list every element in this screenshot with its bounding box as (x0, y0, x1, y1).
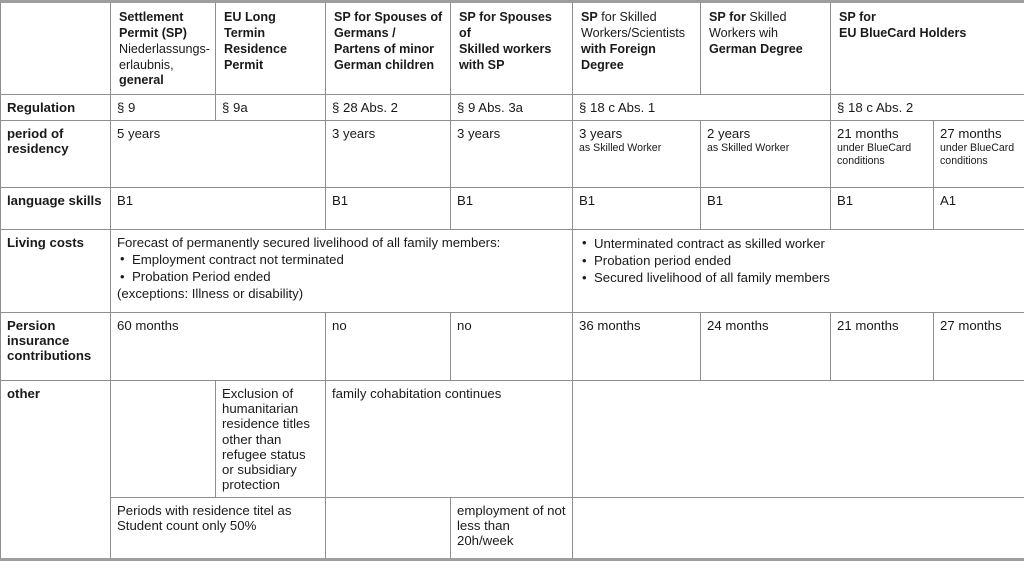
header-line: Settlement (119, 10, 184, 24)
header-line: EU BlueCard Holders (839, 25, 967, 40)
living-costs-lead: Forecast of permanently secured livelihood of all family members: (117, 234, 501, 250)
cell-other-upper-settlement (111, 380, 216, 497)
cell-period-bluecard-21 (831, 120, 934, 187)
cell-period-bluecard-27 (934, 120, 1024, 187)
header-line: SP (581, 10, 598, 24)
cell-regulation-settlement: § 9 (111, 95, 216, 120)
header-line: Workers/Scientists (581, 25, 686, 40)
row-label-line2: insurance (7, 332, 70, 348)
cell-living-costs-right (573, 229, 1024, 312)
cell-sub: under BlueCard conditions (940, 141, 1015, 167)
cell-pension-settlement: 60 months (111, 312, 326, 380)
cell-pension-foreign-degree: 36 months (573, 312, 701, 380)
cell-period-settlement (111, 120, 326, 187)
header-line: with SP (459, 57, 505, 72)
list-item: • Secured livelihood of all family members (579, 269, 1018, 286)
table-row-living-costs (1, 229, 1024, 312)
cell-language-bluecard-a1: A1 (934, 187, 1024, 229)
row-label-period-of-residency (1, 120, 111, 187)
table-header-row (1, 2, 1024, 95)
table-row-other-lower (1, 497, 1024, 559)
living-costs-left-bullets (117, 251, 566, 286)
header-col-sp-foreign-degree (573, 2, 701, 95)
header-col-settlement-permit (111, 2, 216, 95)
cell-main: 2 years (707, 125, 751, 141)
living-costs-right-bullets (579, 235, 1018, 287)
header-line: Permit (SP) (119, 25, 187, 40)
header-line: Residence (224, 41, 287, 56)
header-col-sp-spouses-germans (326, 2, 451, 95)
living-costs-tail: (exceptions: Illness or disability) (117, 285, 304, 301)
cell-other-lower-student-periods: Periods with residence titel as Student count only 50% (111, 497, 326, 559)
cell-language-bluecard-b1: B1 (831, 187, 934, 229)
header-line: Workers wih (709, 25, 779, 40)
header-line: Permit (224, 57, 264, 72)
cell-other-upper-empty-right (573, 380, 1024, 497)
header-line: SP for (709, 10, 746, 24)
cell-regulation-eu-long-term: § 9a (216, 95, 326, 120)
row-label-line1: period of (7, 125, 64, 141)
header-line: SP for Spouses of (459, 10, 552, 40)
row-label-line3: contributions (7, 348, 92, 364)
header-line: with Foreign (581, 41, 656, 56)
cell-pension-bluecard-27: 27 months (934, 312, 1024, 380)
header-line: German children (334, 57, 435, 72)
cell-main: 3 years (332, 125, 376, 141)
list-item: • Probation period ended (579, 252, 1018, 269)
row-label-pension-insurance (1, 312, 111, 380)
cell-language-spouses-germans: B1 (326, 187, 451, 229)
list-item: • Unterminated contract as skilled worker (579, 235, 1018, 252)
cell-other-lower-empty-right (573, 497, 1024, 559)
table-row-pension-insurance (1, 312, 1024, 380)
header-line: Germans / (334, 25, 396, 40)
row-label-line1: Persion (7, 317, 56, 333)
table-row-language-skills (1, 187, 1024, 229)
row-label-regulation: Regulation (1, 95, 111, 120)
row-label-other: other (1, 380, 111, 559)
cell-pension-bluecard-21: 21 months (831, 312, 934, 380)
cell-regulation-18c-abs2: § 18 c Abs. 2 (831, 95, 1024, 120)
cell-pension-spouses-germans: no (326, 312, 451, 380)
table-row-regulation (1, 95, 1024, 120)
table-row-period-of-residency (1, 120, 1024, 187)
header-stub-blank (1, 2, 111, 95)
header-line: German Degree (709, 41, 803, 56)
row-label-line2: residency (7, 140, 69, 156)
header-line-rest: for Skilled (597, 10, 657, 24)
cell-language-settlement: B1 (111, 187, 326, 229)
cell-period-foreign-degree (573, 120, 701, 187)
row-label-living-costs: Living costs (1, 229, 111, 312)
cell-language-german-degree: B1 (701, 187, 831, 229)
header-col-sp-german-degree (701, 2, 831, 95)
cell-language-spouses-skilled: B1 (451, 187, 573, 229)
header-line-rest: Skilled (745, 10, 787, 24)
cell-period-spouses-skilled (451, 120, 573, 187)
cell-other-lower-employment-hours: employment of not less than 20h/week (451, 497, 573, 559)
header-line: Skilled workers (459, 41, 552, 56)
cell-regulation-spouses-skilled: § 9 Abs. 3a (451, 95, 573, 120)
cell-other-upper-eu-long-term: Exclusion of humanitarian residence titles other than refugee status or subsidiary protection (216, 380, 326, 497)
list-item: • Employment contract not terminated (117, 251, 566, 268)
cell-language-foreign-degree: B1 (573, 187, 701, 229)
header-line: Partens of minor (334, 41, 435, 56)
header-line: EU Long Termin (224, 10, 276, 40)
cell-other-lower-spouses-germans (326, 497, 451, 559)
cell-regulation-18c-abs1: § 18 c Abs. 1 (573, 95, 831, 120)
cell-main: 27 months (940, 125, 1002, 141)
list-item: • Probation Period ended (117, 268, 566, 285)
cell-main: 3 years (579, 125, 623, 141)
cell-pension-spouses-skilled: no (451, 312, 573, 380)
row-label-language-skills: language skills (1, 187, 111, 229)
header-line: Niederlassungs- (119, 41, 210, 56)
cell-main: 21 months (837, 125, 899, 141)
cell-main: 3 years (457, 125, 501, 141)
header-line: general (119, 73, 164, 88)
header-line: SP for Spouses of (334, 10, 443, 24)
cell-sub: under BlueCard conditions (837, 141, 912, 167)
cell-regulation-spouses-germans: § 28 Abs. 2 (326, 95, 451, 120)
header-line: SP for (839, 10, 876, 24)
cell-period-german-degree (701, 120, 831, 187)
table-row-other-upper (1, 380, 1024, 497)
cell-other-upper-family-cohabitation: family cohabitation continues (326, 380, 573, 497)
cell-pension-german-degree: 24 months (701, 312, 831, 380)
header-line: Degree (581, 57, 624, 72)
cell-period-spouses-germans (326, 120, 451, 187)
cell-main: 5 years (117, 125, 161, 141)
header-col-eu-long-term-residence-permit (216, 2, 326, 95)
header-col-sp-eu-bluecard (831, 2, 1024, 95)
header-col-sp-spouses-skilled-workers (451, 2, 573, 95)
cell-sub: as Skilled Worker (707, 141, 790, 154)
cell-sub: as Skilled Worker (579, 141, 662, 154)
header-line: erlaubnis, (119, 57, 174, 72)
cell-living-costs-left (111, 229, 573, 312)
